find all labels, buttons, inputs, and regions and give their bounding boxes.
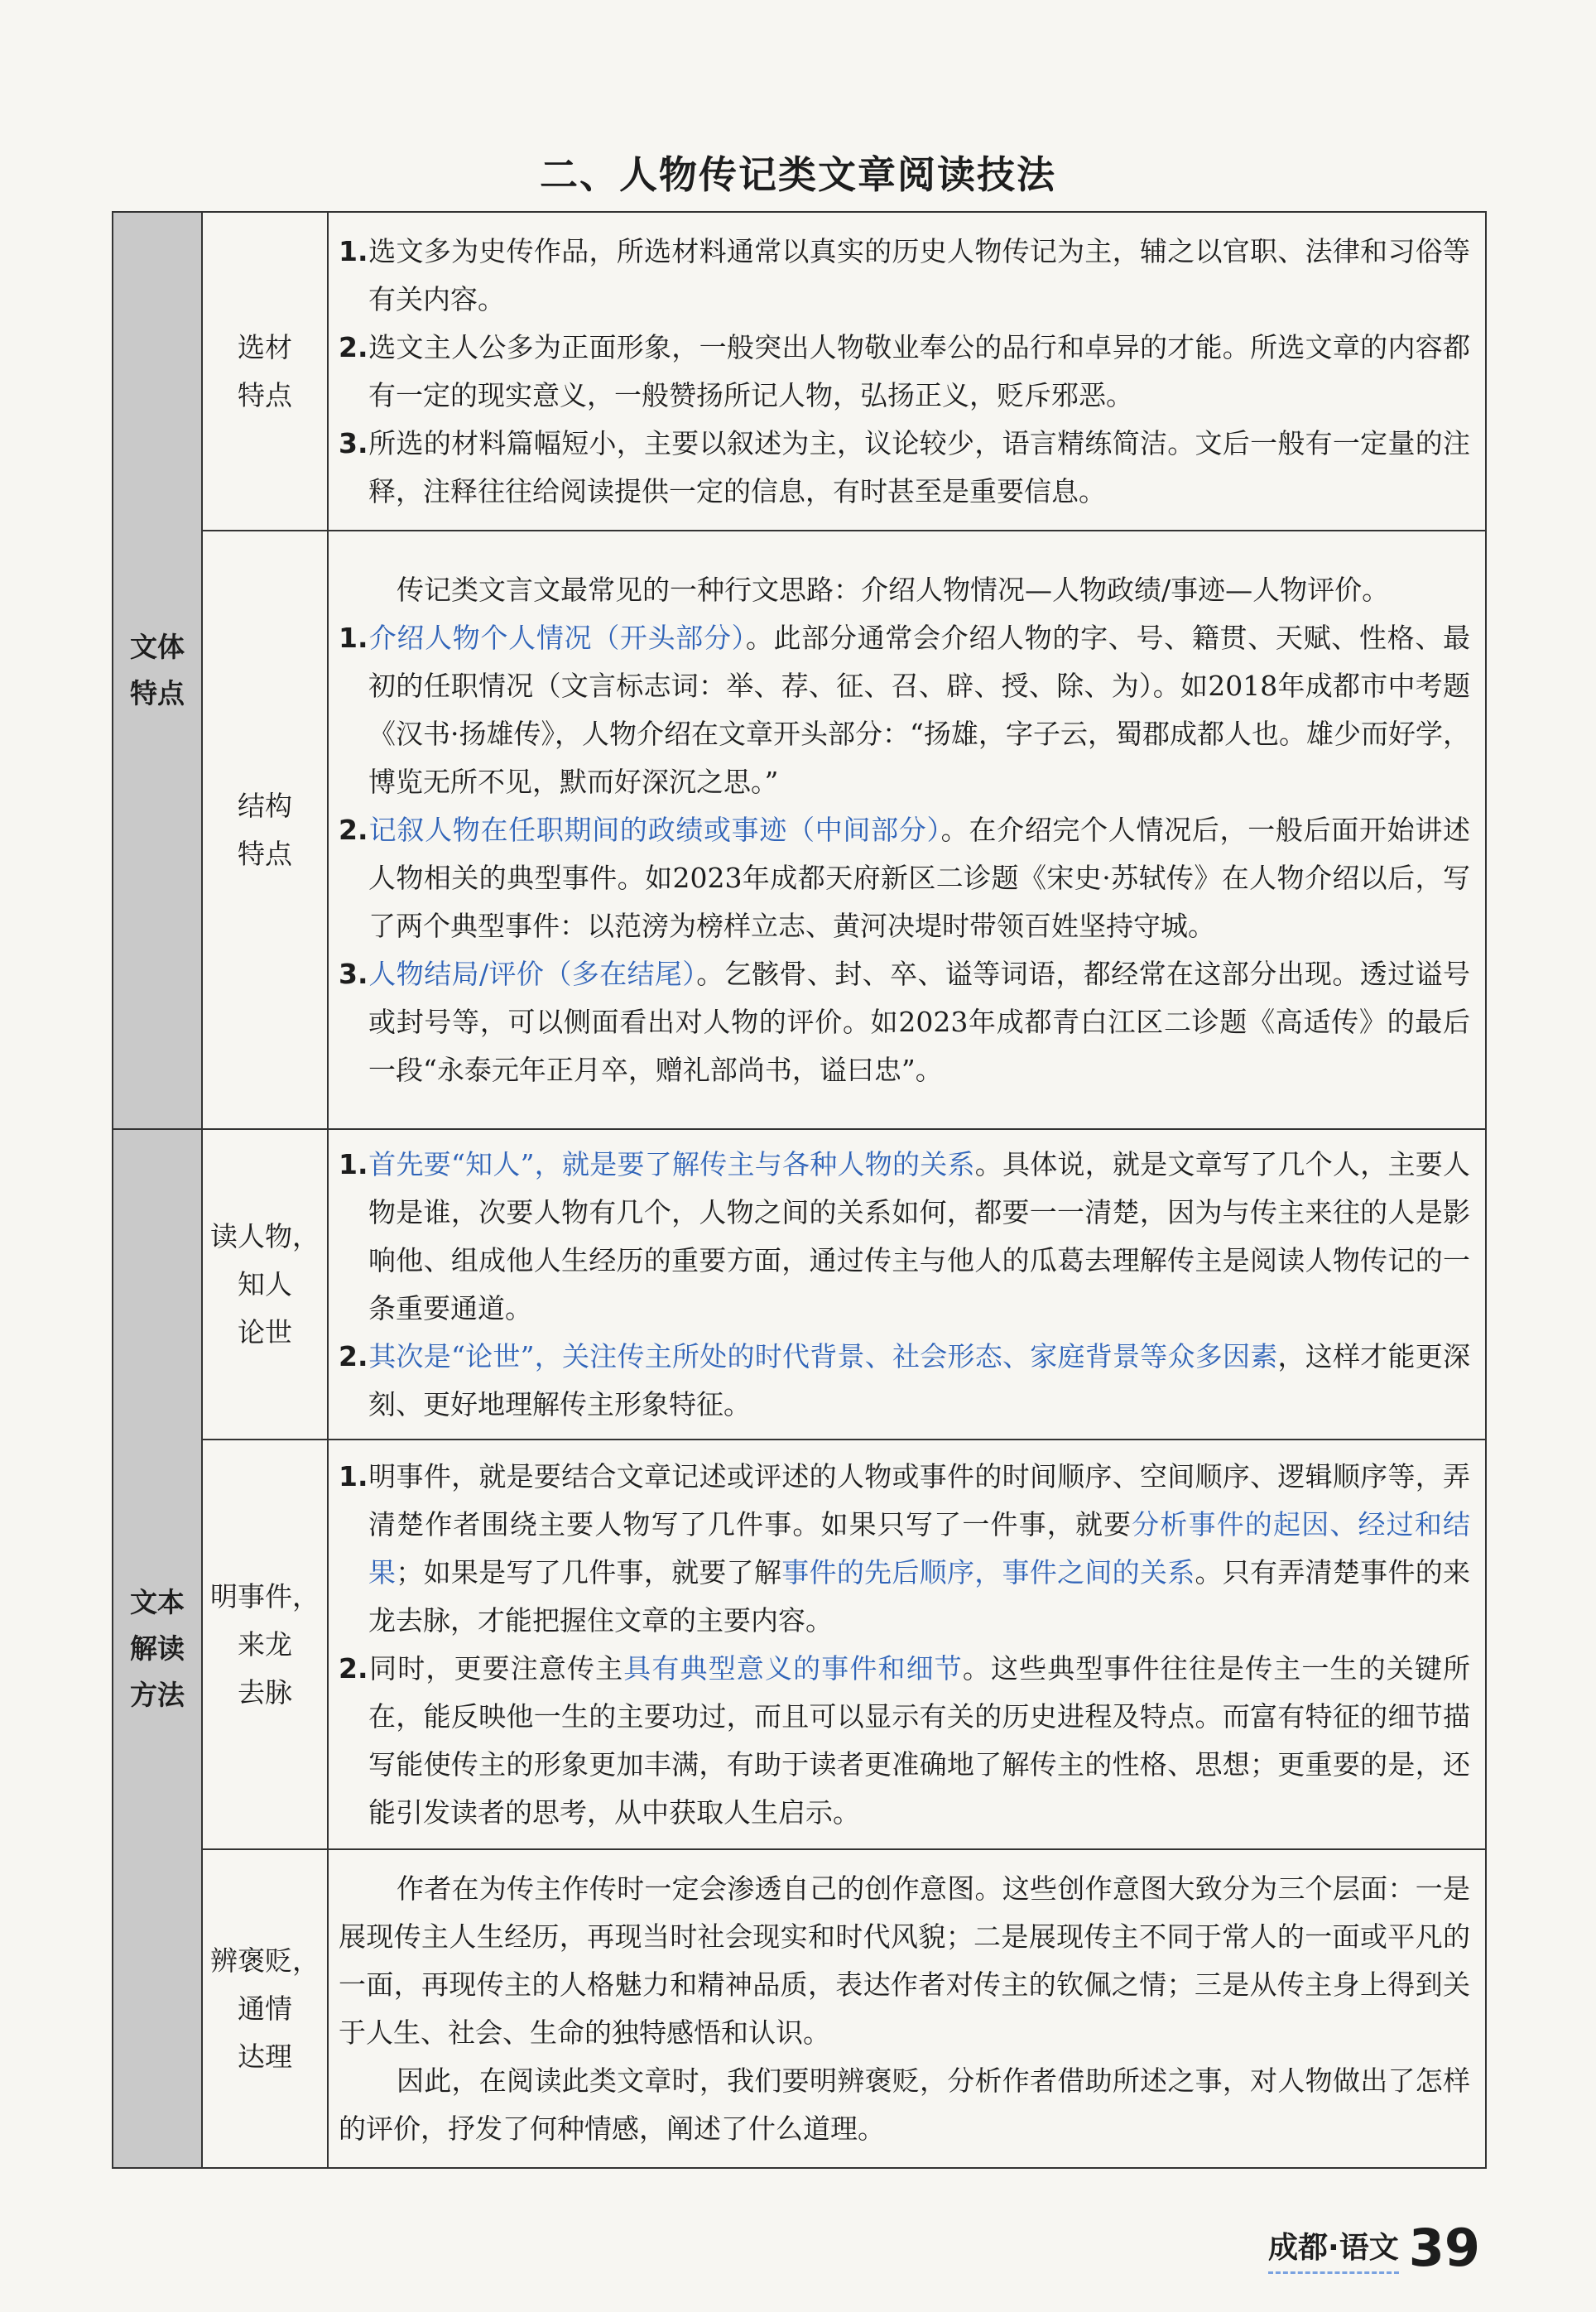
list-item: 2.同时，更要注意传主具有典型意义的事件和细节。这些典型事件往往是传主一生的关键所在，能反映他一生的主要功过，而且可以显示有关的历史进程及特点。而富有特征的细节描写能使传主的形象更加丰满，有助于读者更准确地了解传主的性格、思想；更重要的是，还能引发读者的思考，从中获取人生启示。 — [339, 1651, 1471, 1829]
list-item: 3.所选的材料篇幅短小，主要以叙述为主，议论较少，语言精练简洁。文后一般有一定量的注释，注释往往给阅读提供一定的信息，有时甚至是重要信息。 — [339, 426, 1470, 507]
table-row — [113, 1129, 1486, 1440]
highlight-text: 事件的先后顺序，事件之间的关系 — [781, 1555, 1195, 1589]
reading-methods-table — [112, 211, 1487, 2169]
page-number: 39 — [1408, 2218, 1480, 2278]
list-item: 2.记叙人物在任职期间的政绩或事迹（中间部分）。在介绍完个人情况后，一般后面开始讲述人物相关的典型事件。如2023年成都天府新区二诊题《宋史·苏轼传》在人物介绍以后，写了两个典型事件：以范滂为榜样立志、黄河决堤时带领百姓坚持守城。 — [339, 813, 1470, 942]
highlight-text: 其次是“论世”，关注传主所处的时代背景、社会形态、家庭背景等众多因素 — [368, 1339, 1278, 1372]
subcategory-cell: 读人物， 知人 论世 — [202, 1129, 328, 1440]
table-row — [113, 1440, 1486, 1849]
table-row — [113, 1849, 1486, 2168]
page-footer — [1268, 2218, 1480, 2278]
content-cell — [328, 212, 1486, 531]
paragraph: 作者在为传主作传时一定会渗透自己的创作意图。这些创作意图大致分为三个层面：一是展现传主人生经历，再现当时社会现实和时代风貌；二是展现传主不同于常人的一面或平凡的一面，再现传主的人格魅力和精神品质，表达作者对传主的钦佩之情；三是从传主身上得到关于人生、社会、生命的独特感悟和认识。 — [339, 1872, 1470, 2049]
content-cell — [328, 1849, 1486, 2168]
paragraph: 因此，在阅读此类文章时，我们要明辨褒贬，分析作者借助所述之事，对人物做出了怎样的评价，抒发了何种情感，阐述了什么道理。 — [339, 2064, 1470, 2145]
list-item: 1.首先要“知人”，就是要了解传主与各种人物的关系。具体说，就是文章写了几个人，主要人物是谁，次要人物有几个，人物之间的关系如何，都要一一清楚，因为与传主来往的人是影响他、组成他人生经历的重要方面，通过传主与他人的瓜葛去理解传主是阅读人物传记的一条重要通道。 — [339, 1147, 1470, 1324]
list-item: 3.人物结局/评价（多在结尾）。乞骸骨、封、卒、谥等词语，都经常在这部分出现。透过谥号或封号等，可以侧面看出对人物的评价。如2023年成都青白江区二诊题《高适传》的最后一段“永泰元年正月卒，赠礼部尚书，谥曰忠”。 — [339, 957, 1471, 1086]
subcategory-cell: 明事件， 来龙 去脉 — [202, 1440, 328, 1849]
list-item: 1.明事件，就是要结合文章记述或评述的人物或事件的时间顺序、空间顺序、逻辑顺序等，弄清楚作者围绕主要人物写了几件事。如果只写了一件事，就要分析事件的起因、经过和结果；如果是写了几件事，就要了解事件的先后顺序，事件之间的关系。只有弄清楚事件的来龙去脉，才能把握住文章的主要内容。 — [339, 1459, 1471, 1637]
subcategory-cell: 选材 特点 — [202, 212, 328, 531]
list-item: 1.选文多为史传作品，所选材料通常以真实的历史人物传记为主，辅之以官职、法律和习俗等有关内容。 — [339, 234, 1470, 315]
table-row — [113, 212, 1486, 531]
intro-paragraph: 传记类文言文最常见的一种行文思路：介绍人物情况—人物政绩/事迹—人物评价。 — [397, 573, 1390, 606]
content-cell — [328, 1440, 1486, 1849]
table-row — [113, 531, 1486, 1129]
list-item: 2.选文主人公多为正面形象，一般突出人物敬业奉公的品行和卓异的才能。所选文章的内容都有一定的现实意义，一般赞扬所记人物，弘扬正义，贬斥邪恶。 — [339, 330, 1470, 411]
highlight-text: 具有典型意义的事件和细节 — [623, 1651, 963, 1685]
subcategory-cell: 结构 特点 — [202, 531, 328, 1129]
highlight-text: 记叙人物在任职期间的政绩或事迹（中间部分） — [368, 813, 941, 846]
content-cell — [328, 1129, 1486, 1440]
subcategory-cell: 辨褒贬， 通情 达理 — [202, 1849, 328, 2168]
category-cell: 文体 特点 — [113, 212, 202, 1129]
highlight-text: 分析事件的起因、经过和结果 — [368, 1507, 1471, 1589]
list-item: 2.其次是“论世”，关注传主所处的时代背景、社会形态、家庭背景等众多因素，这样才能更深刻、更好地理解传主形象特征。 — [339, 1339, 1470, 1420]
category-cell: 文本 解读 方法 — [113, 1129, 202, 2168]
highlight-text: 首先要“知人”，就是要了解传主与各种人物的关系 — [368, 1147, 975, 1180]
footer-label: 成都·语文 — [1268, 2224, 1399, 2274]
list-item: 1.介绍人物个人情况（开头部分）。此部分通常会介绍人物的字、号、籍贯、天赋、性格、最初的任职情况（文言标志词：举、荐、征、召、辟、授、除、为）。如2018年成都市中考题《汉书·扬雄传》，人物介绍在文章开头部分：“扬雄，字子云，蜀郡成都人也。雄少而好学，博览无所不见，默而好深沉之思。” — [339, 621, 1470, 798]
page-title: 二、人物传记类文章阅读技法 — [540, 152, 1056, 197]
highlight-text: 介绍人物个人情况（开头部分） — [368, 621, 746, 654]
highlight-text: 人物结局/评价（多在结尾） — [368, 957, 697, 990]
content-cell — [328, 531, 1486, 1129]
